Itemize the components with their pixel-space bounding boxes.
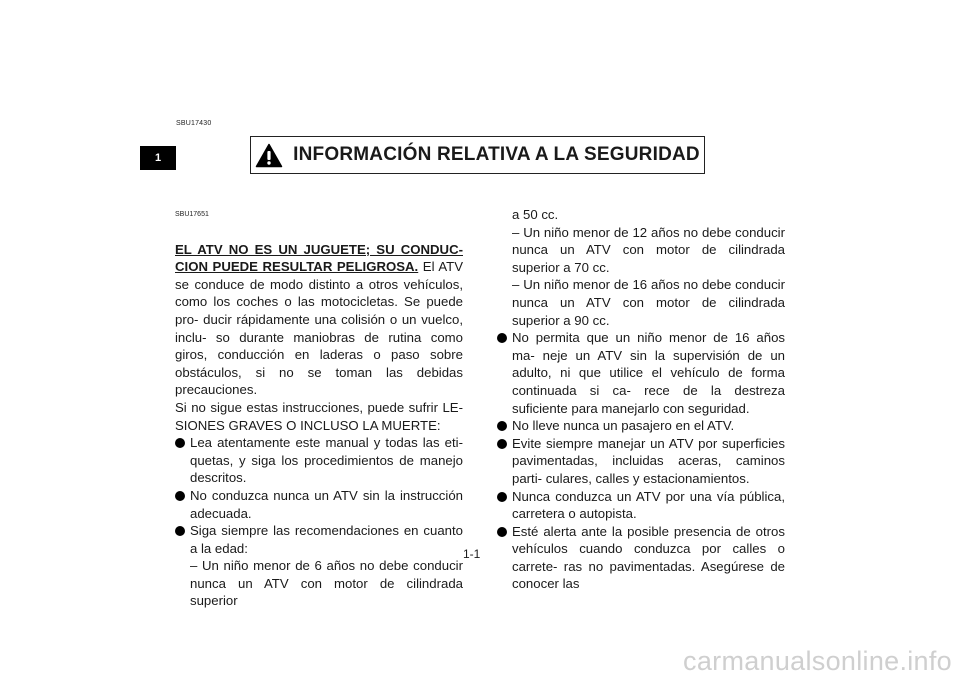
list-item [497,329,785,417]
bullet-icon [175,526,185,536]
bullet-icon [497,527,507,537]
left-column [175,206,463,610]
list-item-text: No conduzca nunca un ATV sin la instrucción adecuada. [190,487,463,521]
bullet-icon [497,492,507,502]
bullet-icon [497,439,507,449]
bullet-icon [497,421,507,431]
list-item-text: No lleve nunca un pasajero en el ATV. [512,418,735,434]
list-item [175,522,463,557]
list-item [497,488,785,523]
list-item [175,434,463,487]
list-item [497,435,785,488]
paragraph-code: SBU17651 [175,211,209,218]
section-title: INFORMACIÓN RELATIVA A LA SEGURIDAD [293,144,700,165]
section-code: SBU17430 [176,120,212,127]
page-number: 1-1 [463,547,481,561]
section-title-box [250,136,705,174]
bullet-icon [497,333,507,343]
list-item-text: Esté alerta ante la posible presencia de otros vehículos cuando conduzca por calles o carrete- ras no pavimentadas. Asegúrese de conocer las [512,523,785,592]
age-sub-item: – Un niño menor de 12 años no debe conducir nunca un ATV con motor de cilindrada superior a 70 cc. [512,224,785,275]
age-sub-item: – Un niño menor de 6 años no debe conducir nunca un ATV con motor de cilindrada superior [190,558,463,609]
list-item [497,417,785,435]
intro-paragraph [175,241,463,399]
watermark: carmanualsonline.info [683,646,952,676]
list-item-text: Evite siempre manejar un ATV por superficies pavimentadas, incluidas aceras, caminos parti- culares, calles y estacionamientos. [512,435,785,486]
list-item [175,487,463,522]
warning-heading: EL ATV NO ES UN JUGUETE; SU CONDUC- CION PUEDE RESULTAR PELIGROSA. [175,241,463,275]
list-item-text: Siga siempre las recomendaciones en cuanto a la edad: [190,523,463,556]
list-item-text: Lea atentamente este manual y todas las eti- quetas, y siga los procedimientos de manejo descritos. [190,435,463,486]
list-item-text: Nunca conduzca un ATV por una vía pública, carretera o autopista. [512,488,785,522]
list-item [497,523,785,593]
bullet-icon [175,491,185,501]
right-column [497,206,785,593]
age-sub-item: – Un niño menor de 16 años no debe conducir nunca un ATV con motor de cilindrada superior a 90 cc. [512,277,785,328]
intro-text: El ATV se conduce de modo distinto a otros vehículos, como los coches o las motocicletas. Se puede pro- ducir rápidamente una colisión o un vuelco, inclu- so durante maniobras de rutina como giros, conducción en laderas o paso sobre obstáculos, si no se toman las debidas precauciones. [175,259,463,398]
age-sub-item-continued: a 50 cc. [512,207,559,222]
warning-triangle-icon [255,143,283,168]
bullet-icon [175,438,185,448]
list-item-text: No permita que un niño menor de 16 años ma- neje un ATV sin la supervisión de un adulto, ni que utilice el vehículo de forma continuada si ca- rece de la destreza suficiente para manejarlo con seguridad. [512,330,785,416]
chapter-tab: 1 [140,146,176,170]
consequence-paragraph: Si no sigue estas instrucciones, puede sufrir LE- SIONES GRAVES O INCLUSO LA MUERTE: [175,399,463,433]
